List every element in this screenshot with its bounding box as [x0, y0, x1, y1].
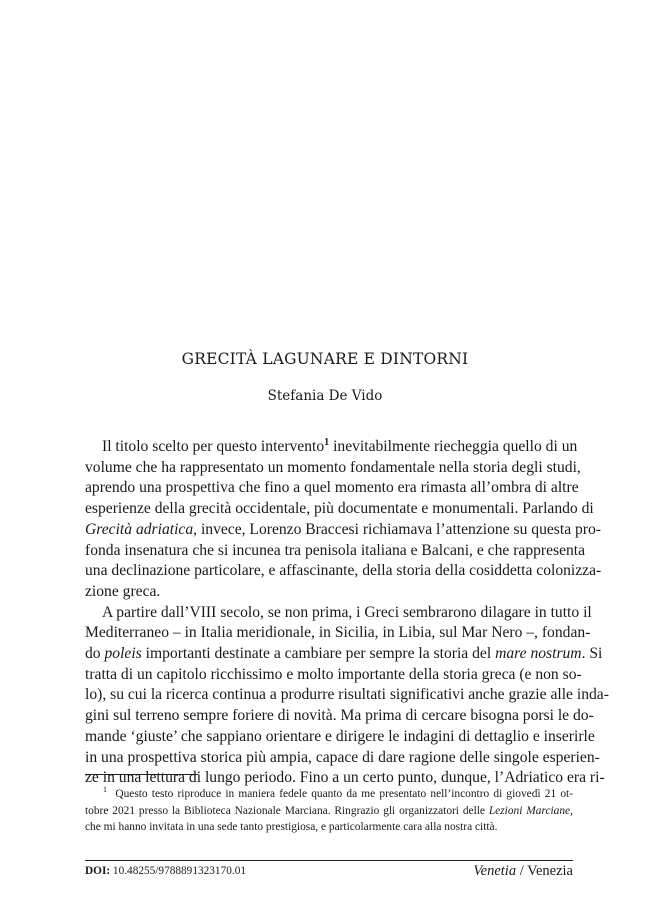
paragraph-2-line-8: in una prospettiva storica più ampia, capace di dare ragione delle singole esperien- — [85, 748, 600, 766]
paragraph-2-line-5: lo), su cui la ricerca continua a produrre risultati significativi anche grazie alle inda- — [85, 686, 609, 704]
footnote-line-3: che mi hanno invitata in una sede tanto prestigiosa, e particolarmente cara alla nostra città. — [85, 821, 498, 833]
paragraph-2-line-9: ze in una lettura di lungo periodo. Fino a un certo punto, dunque, l’Adriatico era ri- — [85, 769, 605, 787]
paragraph-2-line-1: A partire dall’VIII secolo, se non prima, i Greci sembrarono dilagare in tutto il — [102, 603, 592, 621]
page-footer — [85, 860, 573, 887]
main-text — [85, 436, 609, 789]
paragraph-1-line-2: volume che ha rappresentato un momento fondamentale nella storia degli studi, — [85, 458, 581, 476]
chapter-author: Stefania De Vido — [267, 388, 383, 404]
paragraph-2-line-7: mande ‘giuste’ che sappiano orientare e dirigere le indagini di dettaglio e inserirle — [85, 727, 595, 745]
paragraph-2-line-2: Mediterraneo – in Italia meridionale, in Sicilia, in Libia, sul Mar Nero –, fondan- — [85, 624, 591, 642]
paragraph-1-line-8: zione greca. — [85, 582, 161, 600]
footnote-reference[interactable]: 1 — [324, 436, 330, 448]
footnote — [85, 786, 573, 836]
doi-reference[interactable]: DOI: 10.48255/9788891323170.01 — [85, 865, 246, 877]
paragraph-1-line-1: Il titolo scelto per questo intervento$^1$ inevitabilmente riecheggia quello di un — [102, 436, 578, 455]
paragraph-1-line-7: una declinazione particolare, e affascinante, della storia della cosiddetta colonizza- — [85, 562, 602, 580]
paragraph-1-line-5: Grecità adriatica, invece, Lorenzo Braccesi richiamava l’attenzione su questa pro- — [85, 520, 601, 538]
footnote-number: 1 — [103, 785, 107, 795]
paragraph-2-line-4: tratta di un capitolo ricchissimo e molto importante della storia greca (e non so- — [85, 665, 582, 683]
paragraph-1-line-3: aprendo una prospettiva che fino a quel momento era rimasta all’ombra di altre — [85, 479, 579, 497]
footnote-line-1: $^1$ Questo testo riproduce in maniera fedele quanto da me presentato nell’incontro di giovedì 21 ot- — [103, 785, 573, 800]
footnote-line-2: tobre 2021 presso la Biblioteca Nazionale Marciana. Ringrazio gli organizzatori delle Lezioni Marciane, — [85, 804, 573, 817]
chapter-title: GRECITÀ LAGUNARE E DINTORNI — [181, 350, 469, 368]
paragraph-2-line-3: do poleis importanti destinate a cambiare per sempre la storia del mare nostrum. Si — [85, 645, 603, 663]
paragraph-1-line-6: fonda insenatura che si incunea tra penisola italiana e Balcani, e che rappresenta — [85, 541, 586, 559]
paragraph-1-line-4: esperienze della grecità occidentale, più documentate e monumentali. Parlando di — [85, 500, 594, 518]
footnote-separator — [85, 774, 198, 775]
paragraph-2-line-6: gini sul terreno sempre foriere di novità. Ma prima di cercare bisogna porsi le do- — [85, 707, 594, 725]
series-title: Venetia / Venezia — [473, 863, 573, 879]
